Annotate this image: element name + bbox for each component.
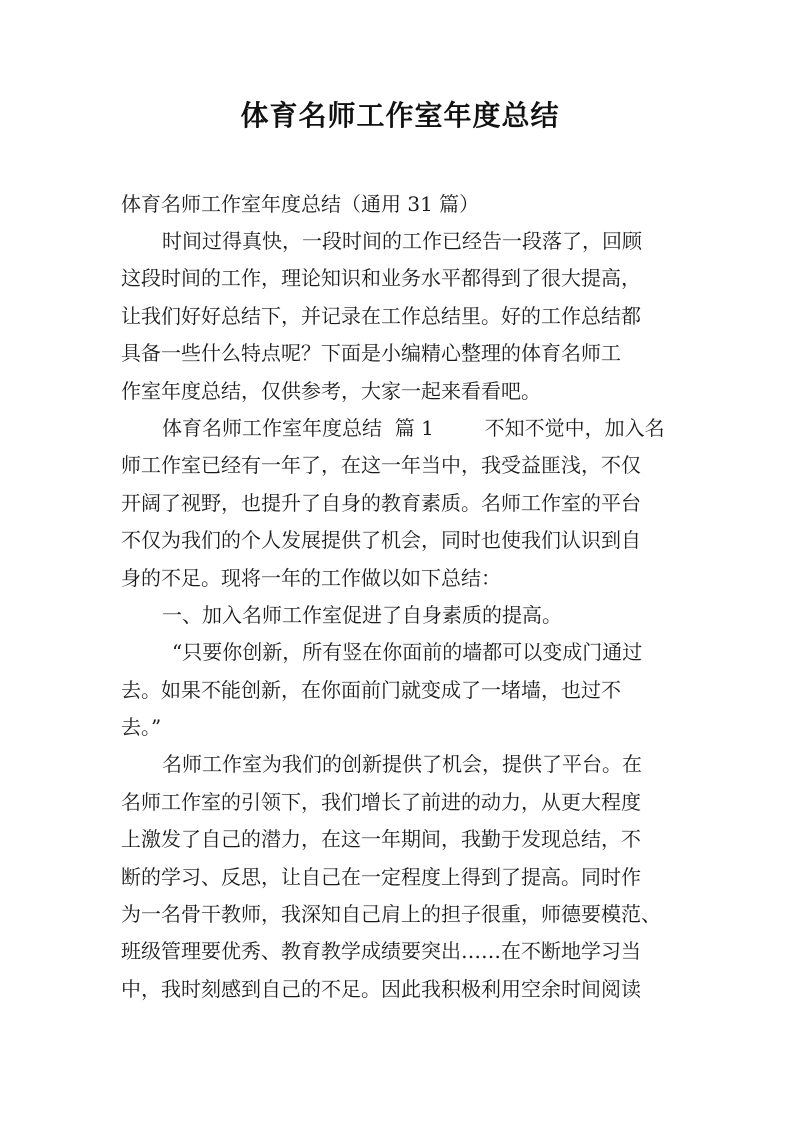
text-line: 具备一些什么特点呢？下面是小编精心整理的体育名师工 bbox=[121, 341, 621, 366]
document-body bbox=[121, 186, 683, 223]
text-line: 名师工作室的引领下，我们增长了前进的动力，从更大程度 bbox=[121, 789, 641, 814]
document-body-paragraphs bbox=[121, 223, 683, 1008]
text-line: 师工作室已经有一年了，在这一年当中，我受益匪浅，不仅 bbox=[121, 453, 641, 478]
text-line: 作室年度总结，仅供参考，大家一起来看看吧。 bbox=[121, 378, 541, 403]
text-line: 这段时间的工作，理论知识和业务水平都得到了很大提高， bbox=[121, 266, 641, 291]
subtitle-line: 体育名师工作室年度总结（通用 31 篇） bbox=[121, 192, 480, 216]
text-line: 上激发了自己的潜力，在这一年期间，我勤于发现总结，不 bbox=[121, 827, 641, 852]
text-line: 为一名骨干教师，我深知自己肩上的担子很重，师德要模范、 bbox=[121, 902, 661, 927]
text-line: 时间过得真快，一段时间的工作已经告一段落了，回顾 bbox=[162, 229, 642, 253]
quote-line: 去。如果不能创新，在你面前门就变成了一堵墙，也过不 bbox=[121, 677, 621, 702]
section-heading-line: 一、加入名师工作室促进了自身素质的提高。 bbox=[162, 602, 562, 627]
quote-line: “只要你创新，所有竖在你面前的墙都可以变成门通过 bbox=[172, 640, 643, 665]
document-title: 体育名师工作室年度总结 bbox=[240, 99, 560, 132]
text-line: 断的学习、反思，让自己在一定程度上得到了提高。同时作 bbox=[121, 864, 641, 889]
text-line: 身的不足。现将一年的工作做以如下总结： bbox=[121, 565, 501, 590]
text-line: 让我们好好总结下，并记录在工作总结里。好的工作总结都 bbox=[121, 303, 641, 328]
text-line: 名师工作室为我们的创新提供了机会，提供了平台。在 bbox=[162, 752, 642, 777]
text-line: 体育名师工作室年度总结 篇 1 不知不觉中，加入名 bbox=[162, 415, 665, 440]
text-line: 开阔了视野，也提升了自身的教育素质。名师工作室的平台 bbox=[121, 490, 641, 515]
text-line: 中，我时刻感到自己的不足。因此我积极利用空余时间阅读 bbox=[121, 976, 641, 1001]
quote-line: 去。” bbox=[121, 715, 162, 740]
text-line: 班级管理要优秀、教育教学成绩要突出……在不断地学习当 bbox=[121, 939, 641, 964]
text-line: 不仅为我们的个人发展提供了机会，同时也使我们认识到自 bbox=[121, 528, 641, 553]
